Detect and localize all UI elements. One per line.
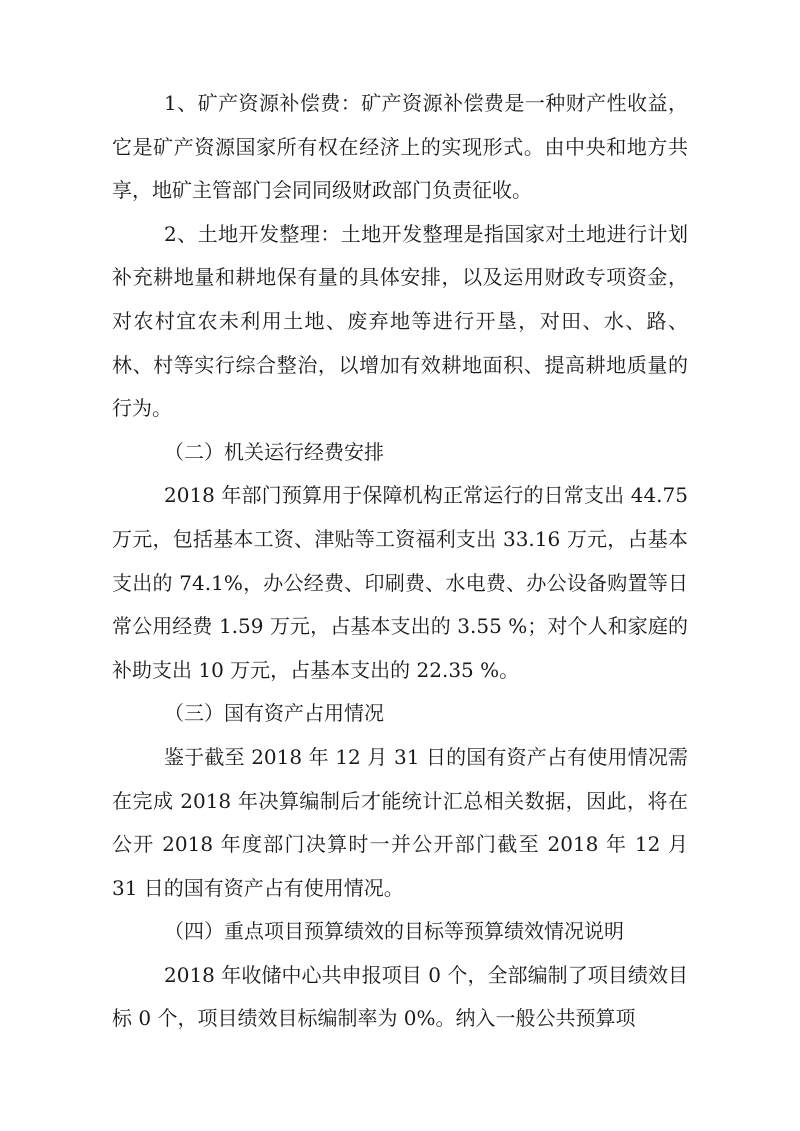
section-heading-operating-funds: （二）机关运行经费安排 bbox=[164, 439, 384, 464]
paragraph-performance: 2018 年收储中心共申报项目 0 个，全部编制了项目绩效目标 0 个，项目绩效目标编制率为 0%。纳入一般公共预算项 bbox=[112, 962, 688, 1031]
section-heading-state-assets: （三）国有资产占用情况 bbox=[164, 701, 384, 726]
paragraph-operating-funds: 2018 年部门预算用于保障机构正常运行的日常支出 44.75 万元，包括基本工资、津贴等工资福利支出 33.16 万元，占基本支出的 74.1%，办公经费、印刷费、水电费、办公设备购置等日常公用经费 1.59 万元，占基本支出的 3.55 %；对个人和家庭的补助支出 10 万元，占基本支出的 22.35 %。 bbox=[112, 483, 688, 682]
paragraph-state-assets: 鉴于截至 2018 年 12 月 31 日的国有资产占有使用情况需在完成 2018 年决算编制后才能统计汇总相关数据，因此，将在公开 2018 年度部门决算时一并公开部门截至 2018 年 12 月 31 日的国有资产占有使用情况。 bbox=[112, 744, 688, 900]
paragraph-mineral-compensation-fee: 1、矿产资源补偿费：矿产资源补偿费是一种财产性收益，它是矿产资源国家所有权在经济上的实现形式。由中央和地方共享，地矿主管部门会同同级财政部门负责征收。 bbox=[112, 91, 688, 203]
section-heading-performance: （四）重点项目预算绩效的目标等预算绩效情况说明 bbox=[164, 919, 624, 944]
paragraph-land-development: 2、土地开发整理：土地开发整理是指国家对土地进行计划补充耕地量和耕地保有量的具体安排，以及运用财政专项资金，对农村宜农未利用土地、废弃地等进行开垦，对田、水、路、林、村等实行综合整治，以增加有效耕地面积、提高耕地质量的行为。 bbox=[112, 221, 688, 421]
document-body bbox=[112, 82, 688, 1041]
